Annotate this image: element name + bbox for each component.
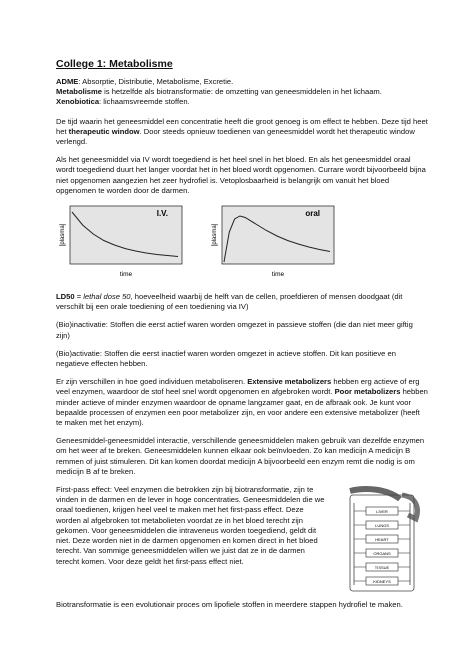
label-kidneys: KIDNEYS	[373, 579, 391, 585]
paragraph-metabolizers: Er zijn verschillen in hoe goed individuen metaboliseren. Extensive metabolizers hebben erg actieve of erg veel enzymen, waardoor de stof heel snel wordt opgenomen en afgebroken wordt. Poor metabolizers hebben minder actieve of minder enzymen waardoor de opname langzamer gaat, en de afbraak ook. Je kunt voor bepaalde processen of enzymen een poor metabolizer zijn, en voor andere een extensive metabolizer (heeft te maken met het enzym).	[56, 377, 428, 428]
chart-oral	[208, 204, 338, 282]
paragraph-bioinactivatie: (Bio)inactivatie: Stoffen die eerst actief waren worden omgezet in passieve stoffen (die dan niet meer giftig zijn)	[56, 320, 413, 340]
paragraph-first-pass: First-pass effect: Veel enzymen die betrokken zijn bij biotransformatie, zijn te vinden in de darmen en de lever in hoge concentraties. Geneesmiddelen die we oraal toedienen, krijgen heel veel te maken met het first-pass effect. Deze worden al afgebroken tot metabolieten voordat ze in het bloed terecht zijn gekomen. Voor geneesmiddelen die intraveneus worden toegediend, geldt dit niet. Deze worden niet in de darmen opgenomen en komen direct in het bloed terecht. Van sommige geneesmiddelen willen we juist dat ze in de darmen terecht komen. Voor deze geldt het first-pass effect niet.	[56, 485, 325, 566]
page-title: College 1: Metabolisme	[56, 58, 173, 70]
document-page	[56, 58, 428, 618]
circulation-diagram	[336, 485, 428, 597]
label-tissue: TISSUE	[374, 565, 390, 571]
label-liver: LIVER	[376, 509, 388, 515]
label-lungs: LUNGS	[375, 523, 389, 529]
x-axis-label: time	[119, 271, 133, 279]
x-axis-label: time	[271, 271, 285, 279]
chart-iv	[56, 204, 186, 282]
y-axis-label: [plasma]	[212, 223, 218, 247]
gut-tube-icon	[350, 489, 400, 499]
charts-row	[56, 204, 428, 282]
label-heart: HEART	[375, 537, 389, 543]
label-organs: ORGANS	[373, 551, 391, 557]
adme-line: ADME: Absorptie, Distributie, Metabolisme, Excretie.	[56, 77, 234, 86]
paragraph-interactie: Geneesmiddel-geneesmiddel interactie, verschillende geneesmiddelen maken gebruik van dezelfde enzymen om het weer af te breken. Geneesmiddelen kunnen elkaar ook beïnvloeden. Zo kan medicijn A medicijn B remmen of juist stimuleren. Dit kan komen doordat medicijn A bijvoorbeeld een enzym remt die nodig is om medicijn B af te breken.	[56, 436, 425, 476]
iv-chart-svg	[56, 204, 186, 282]
paragraph-ld50: LD50 = lethal dose 50, hoeveelheid waarbij de helft van de cellen, proefdieren of mensen doodgaat (dit verschilt bij een orale toediening of een toediening via IV)	[56, 292, 403, 312]
paragraph-therapeutic-window: De tijd waarin het geneesmiddel een concentratie heeft die groot genoeg is om effect te hebben. Deze tijd heet het therapeutic window. Door steeds opnieuw toedienen van geneesmiddel wordt het therapeutic window verlengd.	[56, 116, 428, 147]
first-pass-section	[56, 485, 428, 600]
first-pass-figure	[336, 485, 428, 600]
paragraph-iv-oral: Als het geneesmiddel via IV wordt toegediend is het heel snel in het bloed. En als het geneesmiddel oraal wordt toegediend duurt het langer voordat het in het bloed wordt opgenomen. Currare wordt bijvoorbeeld bijna niet opgenomen aangezien het zeer hydrofiel is. Vetoplosbaarheid is belangrijk om vanuit het bloed opgenomen te worden door de darmen.	[56, 155, 426, 195]
y-axis-label: [plasma]	[60, 223, 66, 247]
chart-label: oral	[305, 209, 320, 219]
intro-block	[56, 77, 428, 108]
oral-chart-svg	[208, 204, 338, 282]
paragraph-biotransformatie: Biotransformatie is een evolutionair proces om lipofiele stoffen in meerdere stappen hydrofiel te maken.	[56, 600, 403, 610]
xenobiotica-line: Xenobiotica: lichaamsvreemde stoffen.	[56, 97, 190, 107]
metabolisme-line: Metabolisme is hetzelfde als biotransformatie: de omzetting van geneesmiddelen in het lichaam.	[56, 87, 382, 97]
chart-label: I.V.	[156, 209, 168, 219]
paragraph-bioactivatie: (Bio)activatie: Stoffen die eerst inactief waren worden omgezet in actieve stoffen. Dit kan positieve en negatieve effecten hebben.	[56, 348, 396, 369]
